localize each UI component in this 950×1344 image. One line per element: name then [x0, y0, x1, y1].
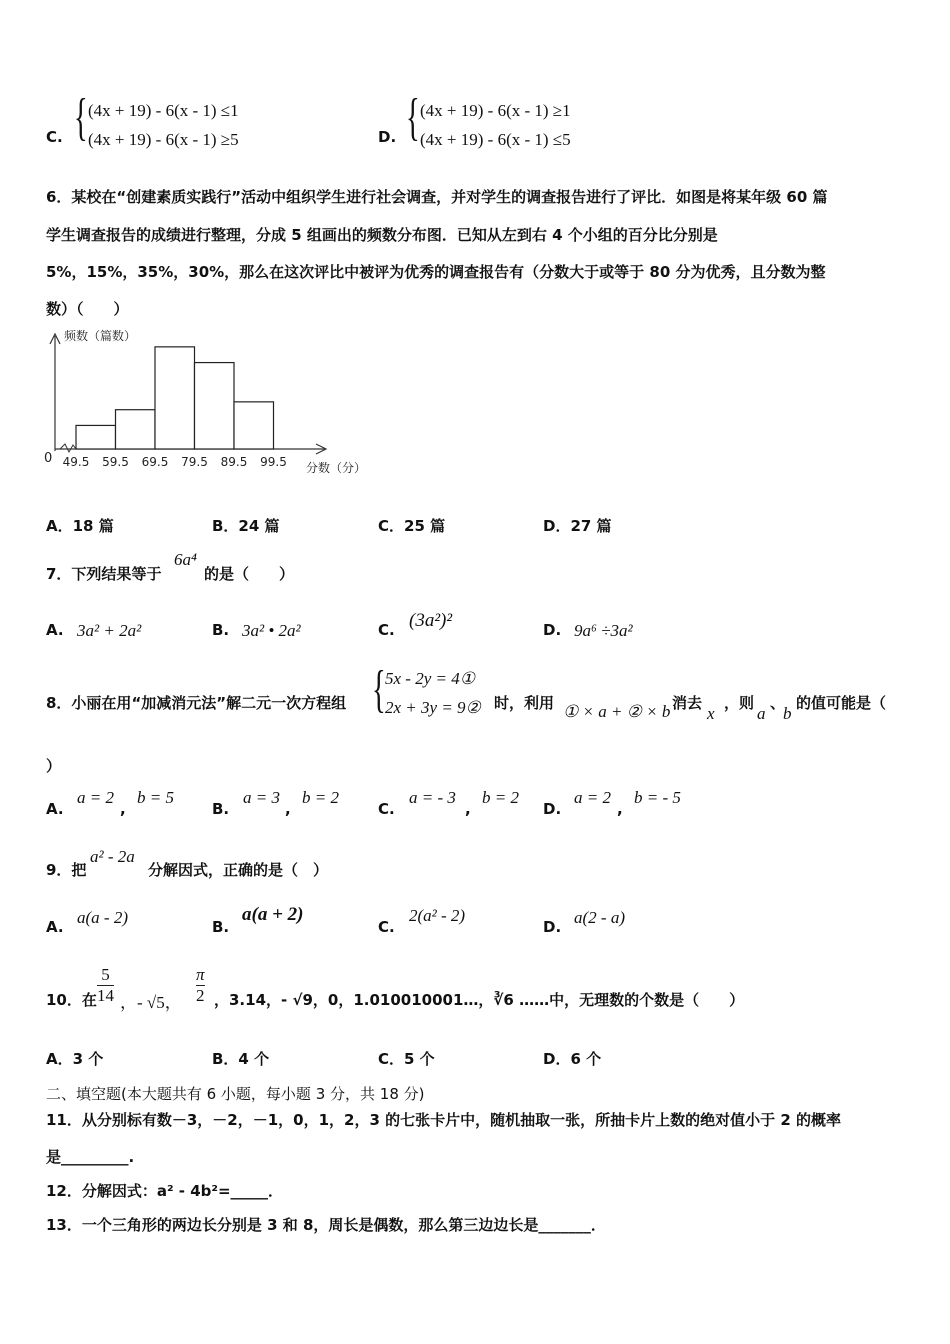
q8-option-a-label[interactable]: A. [46, 800, 64, 818]
q9-option-c-expr: 2(a² - 2) [409, 906, 466, 925]
histogram-chart [40, 326, 380, 482]
q8-stem-mid2: 消去 [672, 694, 703, 712]
histogram-bar-4 [195, 363, 235, 449]
q9-option-b-label[interactable]: B. [212, 918, 230, 936]
q8-option-a-v2: b = 5 [137, 788, 174, 807]
q5-c-line1: (4x + 19) - 6(x - 1) ≤1 [88, 101, 239, 120]
q7-option-a-label[interactable]: A. [46, 621, 64, 639]
q5-c-line2: (4x + 19) - 6(x - 1) ≥5 [88, 130, 239, 149]
q8-option-b-v2: b = 2 [302, 788, 339, 807]
q8-var-b: b [783, 704, 792, 723]
q7-option-b-label[interactable]: B. [212, 621, 230, 639]
q5-option-c-label[interactable]: C. [46, 128, 63, 146]
q7-option-d-label[interactable]: D. [543, 621, 562, 639]
q10-option-c[interactable]: C．5 个 [378, 1050, 435, 1068]
x-tick-label: 79.5 [181, 455, 208, 469]
q9-option-c-label[interactable]: C. [378, 918, 395, 936]
x-tick-label: 69.5 [141, 455, 169, 469]
q7-stem-pre: 7．下列结果等于 [46, 565, 162, 583]
axis-break-mark [60, 444, 76, 452]
q8-system-line2: 2x + 3y = 9② [385, 698, 481, 717]
x-tick-label: 59.5 [102, 455, 129, 469]
x-tick-label: 49.5 [62, 455, 90, 469]
q10-fraction-1 [97, 965, 114, 1006]
q8-stem-pre: 8．小丽在用“加减消元法”解二元一次方程组 [46, 694, 347, 712]
q8-option-c-label[interactable]: C. [378, 800, 395, 818]
histogram-tick-labels [63, 455, 287, 469]
q10-fraction-2 [196, 965, 205, 1006]
q10-num-label: 10．在 [46, 991, 97, 1009]
q9-option-a-expr: a(a - 2) [77, 908, 128, 927]
q8-stem-mid3: ，则 [724, 694, 755, 712]
q6-stem-line2: 学生调查报告的成绩进行整理，分成 5 组画出的频数分布图．已知从左到右 4 个小组的百分比分别是 [46, 226, 718, 244]
q8-option-d-v1: a = 2 [574, 788, 611, 807]
q10-f2-den: 2 [196, 986, 205, 1005]
q10-text-2: ，3.14，- √9，0，1.010010001…，∛6 ……中，无理数的个数是（ ） [214, 991, 745, 1009]
histogram-bar-3 [155, 347, 195, 449]
q5-d-line2: (4x + 19) - 6(x - 1) ≤5 [420, 130, 571, 149]
q8-option-d-label[interactable]: D. [543, 800, 562, 818]
q9-stem-post: 分解因式，正确的是（ ） [148, 861, 329, 879]
q10-option-d[interactable]: D．6 个 [543, 1050, 602, 1068]
q8-option-b-comma: , [285, 800, 291, 818]
q8-system-line1: 5x - 2y = 4① [385, 669, 475, 688]
q10-f2-num: π [196, 965, 205, 984]
q8-option-a-comma: , [120, 800, 126, 818]
q13-text: 13．一个三角形的两边长分别是 3 和 8，周长是偶数，那么第三边边长是_______． [46, 1216, 606, 1234]
q6-option-c[interactable]: C．25 篇 [378, 517, 446, 535]
q8-option-d-v2: b = - 5 [634, 788, 681, 807]
q12-text: 12．分解因式：a² - 4b²=_____． [46, 1182, 284, 1200]
q8-var-x: x [707, 704, 715, 723]
q5-c-brace: { [74, 89, 88, 146]
q8-stem-mid: 时，利用 [494, 694, 555, 712]
q6-stem-line4: 数）（ ） [46, 300, 129, 318]
q8-option-c-comma: , [465, 800, 471, 818]
q6-option-b[interactable]: B．24 篇 [212, 517, 280, 535]
q8-option-a-v1: a = 2 [77, 788, 114, 807]
q8-option-b-label[interactable]: B. [212, 800, 230, 818]
q5-d-line1: (4x + 19) - 6(x - 1) ≥1 [420, 101, 571, 120]
q7-option-b-expr: 3a² • 2a² [242, 621, 301, 640]
y-axis-label: 频数（篇数） [64, 329, 137, 343]
q5-d-brace: { [406, 89, 420, 146]
q5-option-d-label[interactable]: D. [378, 128, 397, 146]
q8-operation: ① × a + ② × b [563, 702, 671, 721]
q8-var-a: a [757, 704, 766, 723]
q10-f1-num: 5 [101, 965, 110, 984]
q8-stem-tail: 的值可能是（ [796, 694, 887, 712]
x-tick-label: 89.5 [220, 455, 248, 469]
origin-label: 0 [44, 451, 53, 466]
q6-option-a[interactable]: A．18 篇 [46, 517, 114, 535]
section-heading: 二、填空题(本大题共有 6 小题，每小题 3 分，共 18 分) [46, 1085, 425, 1103]
q9-option-d-expr: a(2 - a) [574, 908, 625, 927]
q10-option-a[interactable]: A．3 个 [46, 1050, 104, 1068]
q10-text-1: ，- √5， [120, 993, 182, 1012]
q8-stem-close: ） [46, 757, 62, 775]
q10-option-b[interactable]: B．4 个 [212, 1050, 270, 1068]
histogram-bar-5 [234, 402, 274, 449]
q11-line2: 是_________. [46, 1148, 135, 1166]
q7-option-a-expr: 3a² + 2a² [77, 621, 142, 640]
q7-option-d-expr: 9a⁶ ÷3a² [574, 621, 633, 640]
q8-option-c-v2: b = 2 [482, 788, 519, 807]
q6-stem-line1: 6．某校在“创建素质实践行”活动中组织学生进行社会调查，并对学生的调查报告进行了评比．如图是将某年级 60 篇 [46, 188, 828, 206]
x-tick-label: 99.5 [260, 455, 287, 469]
x-axis-label: 分数（分） [306, 461, 367, 475]
q7-option-c-expr: (3a²)² [409, 610, 453, 631]
q7-stem-post: 的是（ ） [204, 565, 295, 583]
q10-f1-den: 14 [97, 986, 114, 1005]
q9-option-b-expr: a(a + 2) [242, 904, 304, 925]
q7-stem-expr: 6a⁴ [174, 550, 197, 569]
histogram-bars [76, 347, 274, 449]
q8-option-c-v1: a = - 3 [409, 788, 456, 807]
histogram-bar-2 [116, 410, 156, 449]
q9-option-d-label[interactable]: D. [543, 918, 562, 936]
q9-stem-expr: a² - 2a [90, 847, 135, 866]
q11-line1: 11．从分别标有数－3，－2，－1，0，1，2，3 的七张卡片中，随机抽取一张，所抽卡片上数的绝对值小于 2 的概率 [46, 1111, 842, 1129]
histogram-bar-1 [76, 425, 116, 449]
q6-option-d[interactable]: D．27 篇 [543, 517, 612, 535]
q9-stem-pre: 9．把 [46, 861, 87, 879]
q8-option-b-v1: a = 3 [243, 788, 280, 807]
q6-stem-line3: 5%，15%，35%，30%，那么在这次评比中被评为优秀的调查报告有（分数大于或等于 80 分为优秀，且分数为整 [46, 263, 826, 281]
q7-option-c-label[interactable]: C. [378, 621, 395, 639]
q8-option-d-comma: , [617, 800, 623, 818]
q8-separator: 、 [770, 694, 786, 712]
q9-option-a-label[interactable]: A. [46, 918, 64, 936]
q8-brace: { [372, 661, 386, 718]
